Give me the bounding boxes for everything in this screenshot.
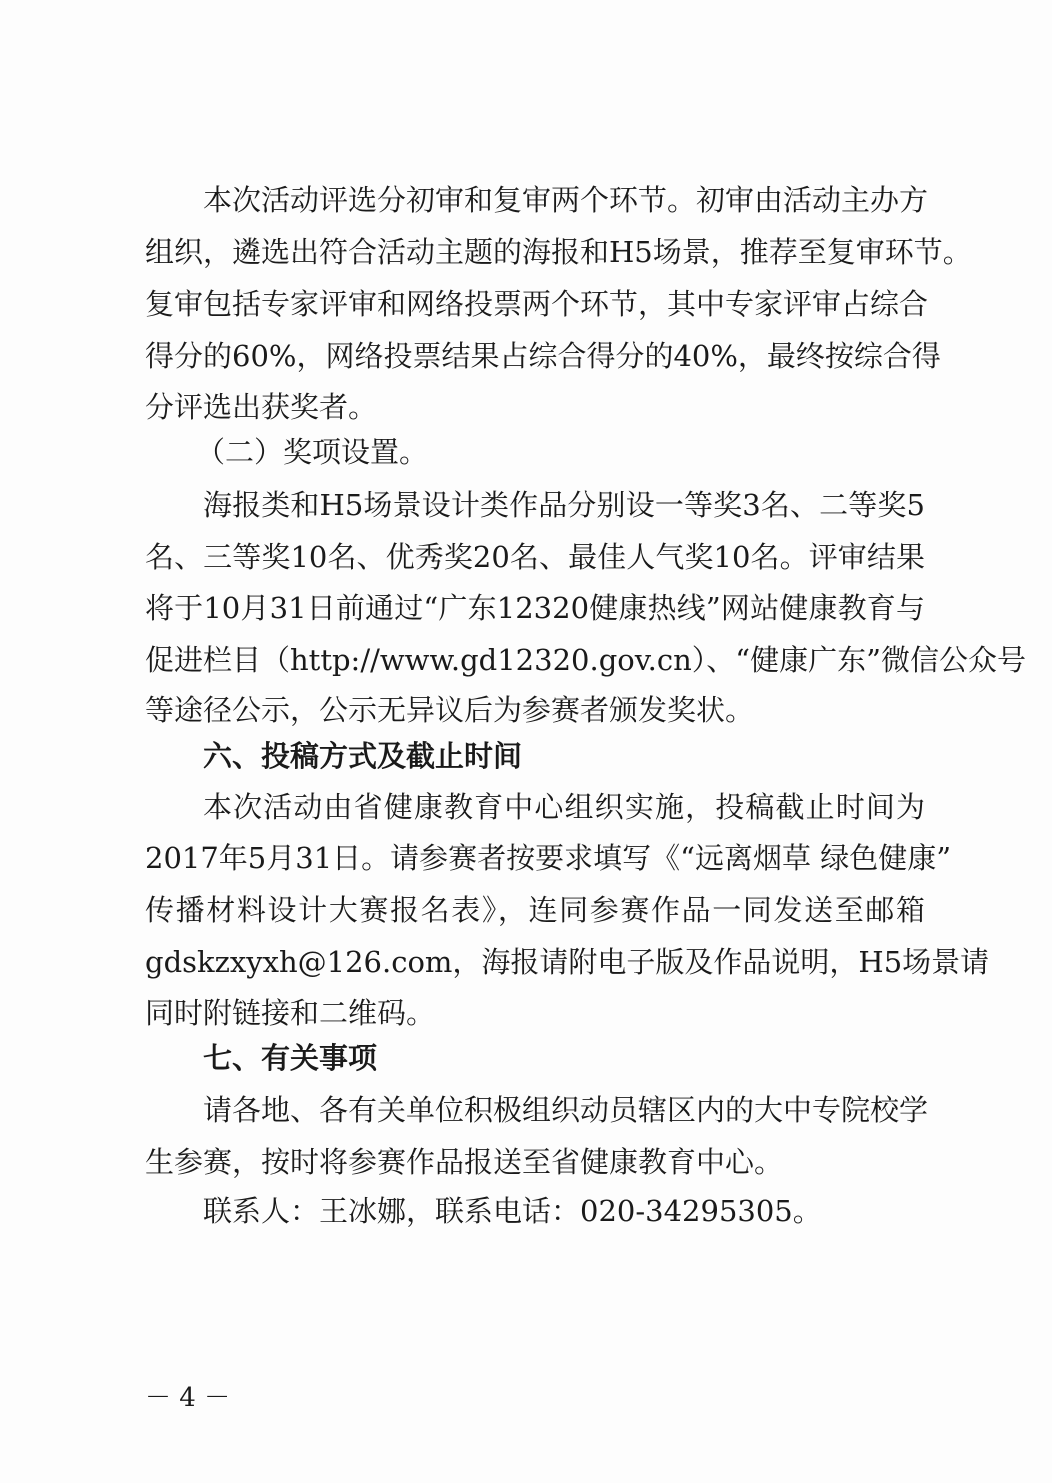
paragraph-line: 复审包括专家评审和网络投票两个环节，其中专家评审占综合	[145, 287, 929, 321]
paragraph-line: gdskzxyxh@126.com，海报请附电子版及作品说明，H5场景请	[145, 945, 990, 979]
paragraph-line: 得分的60%，网络投票结果占综合得分的40%，最终按综合得	[145, 339, 941, 373]
paragraph-line: 生参赛，按时将参赛作品报送至省健康教育中心。	[145, 1145, 784, 1179]
paragraph-line: 等途径公示，公示无异议后为参赛者颁发奖状。	[145, 693, 755, 727]
paragraph-line: 组织，遴选出符合活动主题的海报和H5场景，推荐至复审环节。	[145, 235, 972, 269]
section-heading-seven: 七、有关事项	[203, 1041, 378, 1075]
page-number: － 4 －	[145, 1383, 231, 1413]
section-heading-six: 六、投稿方式及截止时间	[203, 739, 523, 773]
paragraph-line: 分评选出获奖者。	[145, 390, 378, 424]
paragraph-line: 将于10月31日前通过“广东12320健康热线”网站健康教育与	[145, 591, 925, 625]
contact-line: 联系人：王冰娜，联系电话：020-34295305。	[203, 1194, 822, 1228]
paragraph-line: 促进栏目（http://www.gd12320.gov.cn）、“健康广东”微信公众号	[145, 643, 1026, 677]
paragraph-line: 请各地、各有关单位积极组织动员辖区内的大中专院校学	[203, 1093, 929, 1127]
paragraph-line: 本次活动由省健康教育中心组织实施，投稿截止时间为	[203, 790, 925, 824]
paragraph-line: 名、三等奖10名、优秀奖20名、最佳人气奖10名。评审结果	[145, 540, 925, 574]
subsection-heading: （二）奖项设置。	[196, 435, 429, 469]
paragraph-line: 2017年5月31日。请参赛者按要求填写《“远离烟草 绿色健康”	[145, 841, 952, 875]
paragraph-line: 本次活动评选分初审和复审两个环节。初审由活动主办方	[203, 183, 929, 217]
paragraph-line: 同时附链接和二维码。	[145, 996, 436, 1030]
paragraph-line: 海报类和H5场景设计类作品分别设一等奖3名、二等奖5	[203, 488, 925, 522]
paragraph-line: 传播材料设计大赛报名表》，连同参赛作品一同发送至邮箱	[145, 893, 925, 927]
